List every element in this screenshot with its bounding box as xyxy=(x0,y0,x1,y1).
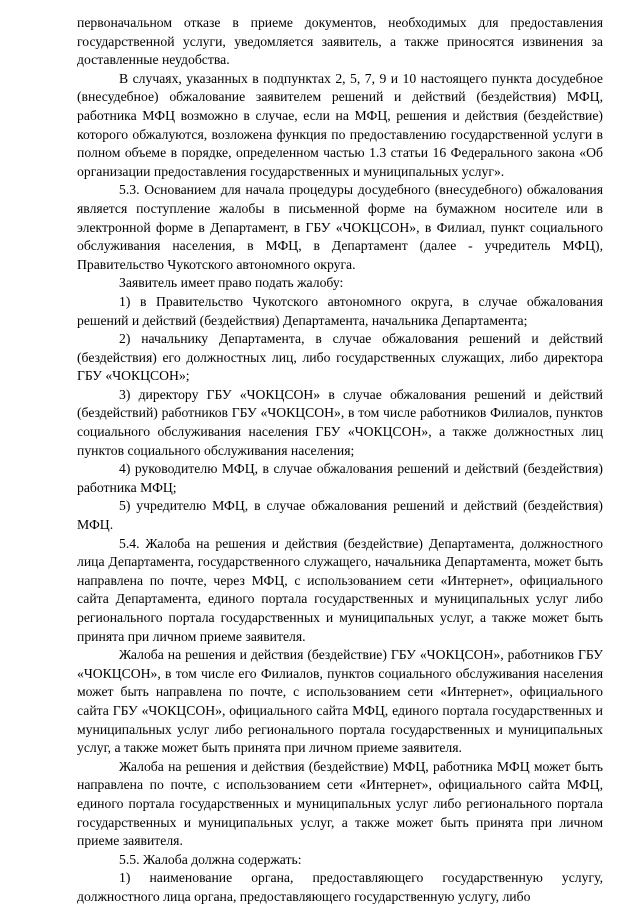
paragraph-complaint-right: Заявитель имеет право подать жалобу: xyxy=(119,275,344,291)
paragraph-mfc-cases: В случаях, указанных в подпунктах 2, 5, 7, 9 и 10 настоящего пункта досудебное (внесудебное) обжалование заявителем решений и действий (бездействия) МФЦ, работника МФЦ возможно в случае, если на МФЦ, решения и действия (бездействие) которого обжалуются, возложена функция по предоставлению государственной услуги в полном объеме в порядке, определенном частью 1.3 статьи 16 Федерального закона «Об организации предоставления государственных и муниципальных услуг». xyxy=(77,70,603,179)
paragraph-refusal-notice: первоначальном отказе в приеме документов, необходимых для предоставления государственной услуги, уведомляется заявитель, а также приносятся извинения за доставленные неудобства. xyxy=(77,15,603,68)
list-item-5: 5) учредителю МФЦ, в случае обжалования решений и действий (бездействия) МФЦ. xyxy=(77,498,603,533)
paragraph-chokcson-complaint: Жалоба на решения и действия (бездействие) ГБУ «ЧОКЦСОН», работников ГБУ «ЧОКЦСОН», в том числе его Филиалов, пунктов социального обслуживания населения может быть направлена по почте, с использованием сети «Интернет», официального сайта ГБУ «ЧОКЦСОН», официального сайта МФЦ, единого портала государственных и муниципальных услуг либо регионального портала государственных и муниципальных услуг, а также может быть принята при личном приеме заявителя. xyxy=(77,647,603,756)
paragraph-5-5: 5.5. Жалоба должна содержать: xyxy=(119,851,302,867)
list-item-3: 3) директору ГБУ «ЧОКЦСОН» в случае обжалования решений и действий (бездействий) работников ГБУ «ЧОКЦСОН», в том числе работников Филиалов, пунктов социального обслуживания населения ГБУ «ЧОКЦСОН», а также должностных лиц пунктов социального обслуживания населения; xyxy=(77,386,603,458)
list-item-4: 4) руководителю МФЦ, в случае обжалования решений и действий (бездействия) работника МФЦ; xyxy=(77,461,603,495)
paragraph-5-3: 5.3. Основанием для начала процедуры досудебного (внесудебного) обжалования является поступление жалобы в письменной форме на бумажном носителе или в электронной форме в Департамент, в ГБУ «ЧОКЦСОН», в Филиал, пункт социального обслуживания населения, в МФЦ, в Департамент (далее - учредитель МФЦ), Правительство Чукотского автономного округа. xyxy=(77,182,603,272)
list-item-1: 1) в Правительство Чукотского автономного округа, в случае обжалования решений и действий (бездействия) Департамента, начальника Департамента; xyxy=(77,293,603,328)
list-item-2: 2) начальнику Департамента, в случае обжалования решений и действий (бездействия) его должностных лиц, либо государственных служащих, либо директора ГБУ «ЧОКЦСОН»; xyxy=(77,331,603,384)
paragraph-mfc-complaint: Жалоба на решения и действия (бездействие) МФЦ, работника МФЦ может быть направлена по почте, с использованием сети «Интернет», официального сайта МФЦ, единого портала государственных и муниципальных услуг либо регионального портала государственных и муниципальных услуг, а также может быть принята при личном приеме заявителя. xyxy=(77,758,603,849)
paragraph-5-4: 5.4. Жалоба на решения и действия (бездействие) Департамента, должностного лица Департамента, государственного служащего, начальника Департамента, может быть направлена по почте, через МФЦ, с использованием сети «Интернет», официального сайта Департамента, единого портала государственных и муниципальных услуг либо регионального портала государственных и муниципальных услуг, а также может быть принята при личном приеме заявителя. xyxy=(77,535,603,644)
document-page xyxy=(77,14,603,907)
paragraph-5-5-item-1: 1) наименование органа, предоставляющего государственную услугу, должностного лица органа, предоставляющего государственную услугу, либо xyxy=(77,870,603,904)
